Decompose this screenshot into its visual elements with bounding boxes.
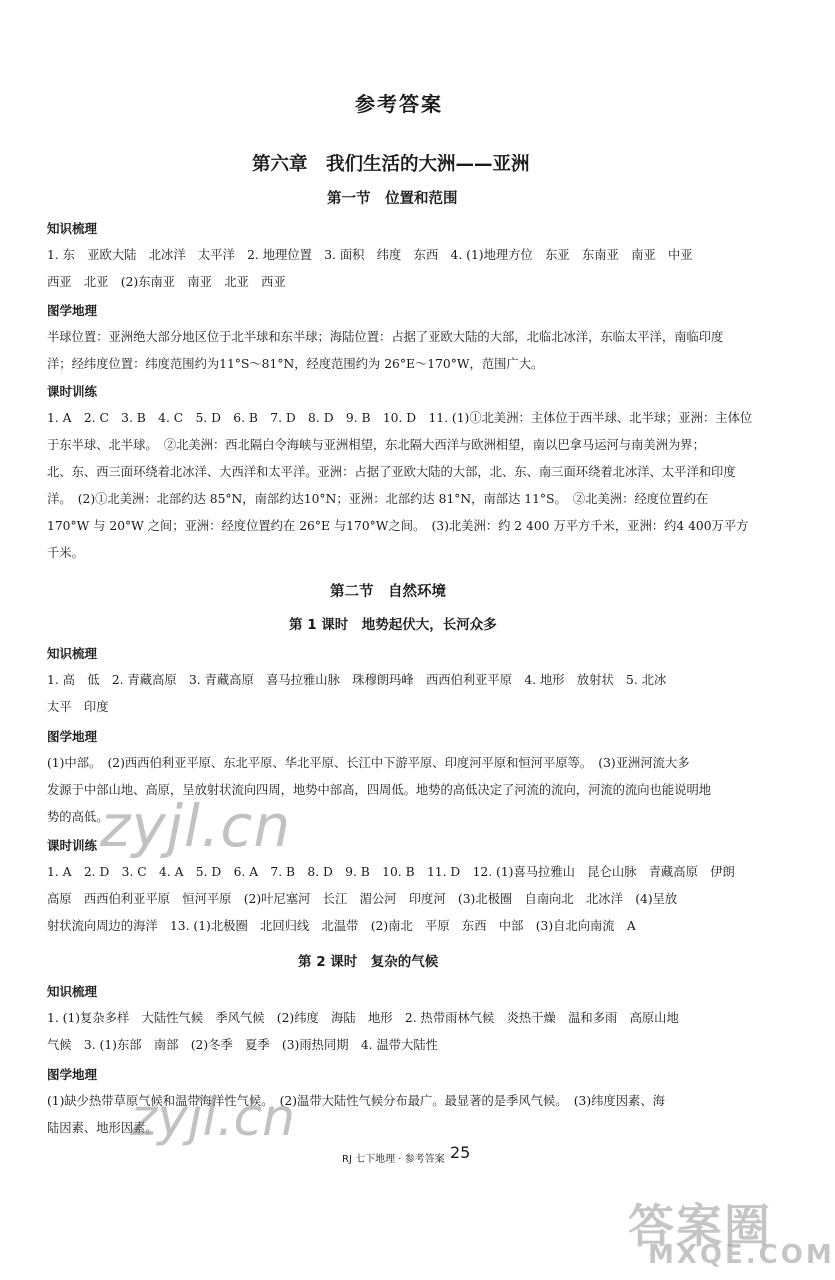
text-line: 太平 印度 [47, 700, 109, 714]
label-tuxue-3: 图学地理 [47, 1067, 98, 1082]
text-line: 1. 高 低 2. 青藏高原 3. 青藏高原 喜马拉雅山脉 珠穆朗玛峰 西西伯利亚平原 4. 地形 放射状 5. 北冰 [47, 673, 667, 687]
text-line: 半球位置：亚洲绝大部分地区位于北半球和东半球；海陆位置：占据了亚欧大陆的大部，北临北冰洋，东临太平洋，南临印度 [47, 330, 724, 344]
section-heading-1: 第一节 位置和范围 [327, 191, 458, 207]
text-line: 于东半球、北半球。 ②北美洲：西北隔白令海峡与亚洲相望，东北隔大西洋与欧洲相望，南以巴拿马运河与南美洲为界； [47, 438, 705, 452]
label-zhishi-1: 知识梳理 [47, 221, 98, 236]
text-line: 170°W 与 20°W 之间；亚洲：经度位置约在 26°E 与170°W之间。 (3)北美洲：约 2 400 万平方千米，亚洲：约4 400万平方 [47, 519, 749, 533]
text-line: 射状流向周边的海洋 13. (1)北极圈 北回归线 北温带 (2)南北 平原 东西 中部 (3)自北向南流 A [47, 919, 636, 933]
text-line: 千米。 [47, 546, 84, 560]
text-line: 发源于中部山地、高原，呈放射状流向四周，地势中部高，四周低。地势的高低决定了河流的流向，河流的流向也能说明地 [47, 783, 712, 797]
chapter-heading: 第六章 我们生活的大洲——亚洲 [252, 154, 530, 175]
lesson-heading-1: 第 1 课时 地势起伏大，长河众多 [289, 617, 497, 633]
label-tuxue-2: 图学地理 [47, 729, 98, 744]
text-line: 势的高低。 [47, 810, 109, 824]
text-line: 高原 西西伯利亚平原 恒河平原 (2)叶尼塞河 长江 湄公河 印度河 (3)北极圈 自南向北 北冰洋 (4)呈放 [47, 892, 678, 906]
text-line: 洋。 (2)①北美洲：北部约达 85°N，南部约达10°N；亚洲：北部约达 81°N，南部达 11°S。 ②北美洲：经度位置约在 [47, 492, 709, 506]
text-line: 1. A 2. D 3. C 4. A 5. D 6. A 7. B 8. D 9. B 10. B 11. D 12. (1)喜马拉雅山 昆仑山脉 青藏高原 伊朗 [47, 865, 735, 879]
label-zhishi-3: 知识梳理 [47, 984, 98, 999]
text-line: 陆因素、地形因素。 [47, 1121, 158, 1135]
page-number: 25 [450, 1143, 471, 1162]
text-line: (1)缺少热带草原气候和温带海洋性气候。 (2)温带大陆性气候分布最广。最显著的是季风气候。 (3)纬度因素、海 [47, 1094, 665, 1108]
watermark-text: zyjl.cn [100, 792, 292, 860]
label-keshi-1: 课时训练 [47, 384, 98, 399]
section-heading-2: 第二节 自然环境 [330, 584, 446, 600]
text-line: 1. (1)复杂多样 大陆性气候 季风气候 (2)纬度 海陆 地形 2. 热带雨林气候 炎热干燥 温和多雨 高原山地 [47, 1011, 679, 1025]
page-title: 参考答案 [355, 92, 443, 116]
text-line: 洋；经纬度位置：纬度范围约为11°S～81°N，经度范围约为 26°E～170°W，范围广大。 [47, 357, 544, 371]
watermark-logo-cn: 答案圈 [628, 1199, 772, 1253]
watermark-logo-en: MXQE.COM [648, 1240, 835, 1270]
watermark-logo [628, 1190, 835, 1270]
watermark-text: zyjl.cn [130, 1088, 296, 1148]
text-line: 西亚 北亚 (2)东南亚 南亚 北亚 西亚 [47, 275, 286, 289]
label-tuxue-1: 图学地理 [47, 303, 98, 318]
text-line: 北、东、西三面环绕着北冰洋、大西洋和太平洋。亚洲：占据了亚欧大陆的大部，北、东、南三面环绕着北冰洋、太平洋和印度 [47, 465, 736, 479]
footer-text: RJ 七下地理 · 参考答案 [342, 1154, 445, 1165]
text-line: 1. A 2. C 3. B 4. C 5. D 6. B 7. D 8. D 9. B 10. D 11. (1)①北美洲：主体位于西半球、北半球；亚洲：主体位 [47, 411, 753, 425]
lesson-heading-2: 第 2 课时 复杂的气候 [298, 954, 439, 970]
text-line: 1. 东 亚欧大陆 北冰洋 太平洋 2. 地理位置 3. 面积 纬度 东西 4. (1)地理方位 东亚 东南亚 南亚 中亚 [47, 248, 693, 262]
text-line: 气候 3. (1)东部 南部 (2)冬季 夏季 (3)雨热同期 4. 温带大陆性 [47, 1038, 438, 1052]
text-line: (1)中部。 (2)西西伯利亚平原、东北平原、华北平原、长江中下游平原、印度河平原和恒河平原等。 (3)亚洲河流大多 [47, 756, 690, 770]
label-zhishi-2: 知识梳理 [47, 646, 98, 661]
label-keshi-2: 课时训练 [47, 838, 98, 853]
